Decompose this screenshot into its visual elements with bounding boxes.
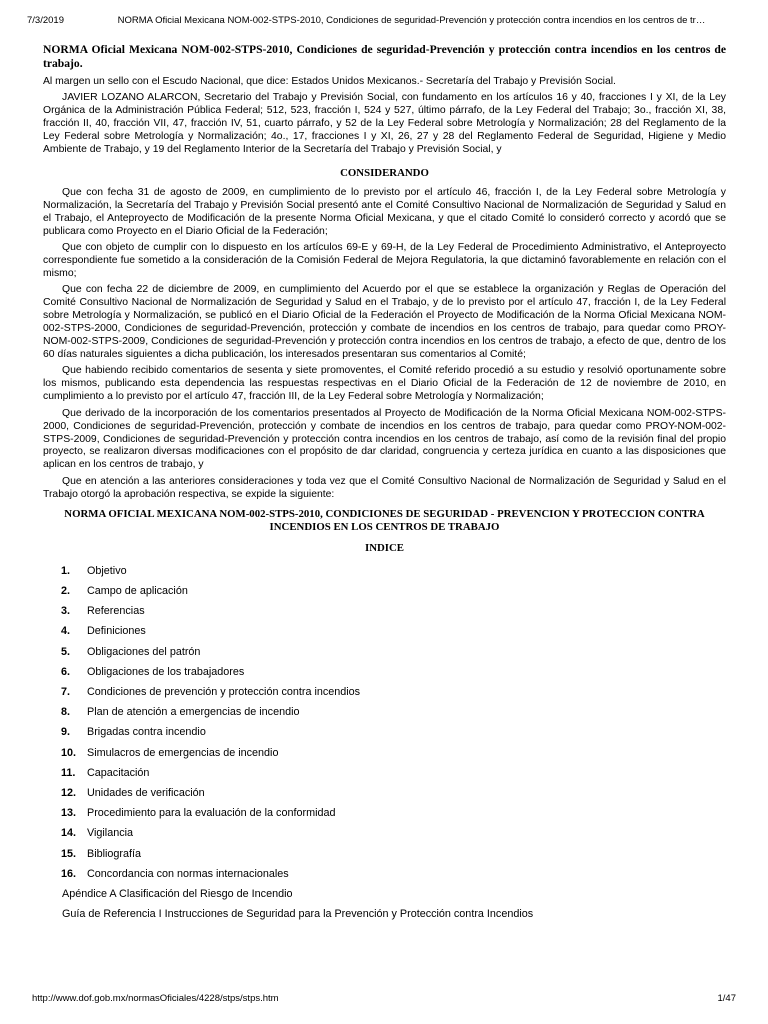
considerando-heading: CONSIDERANDO xyxy=(340,166,429,179)
index-item xyxy=(43,662,726,682)
print-url[interactable]: http://www.dof.gob.mx/normasOficiales/4228/stps/stps.htm xyxy=(32,993,279,1004)
index-item xyxy=(43,682,726,702)
index-item-number: 9. xyxy=(61,726,71,739)
index-item-label: Capacitación xyxy=(87,766,150,779)
index-item-label: Objetivo xyxy=(87,564,127,577)
considerando-paragraph: Que habiendo recibido comentarios de sesenta y siete promoventes, el Comité referido procedió a su estudio y resolvió oportunamente sobre los mismos, publicando esta dependencia las respuestas respectivas en el Diario Oficial de la Federación de 12 de noviembre de 2010, en cumplimiento a lo previsto por el artículo 47, fracción III, de la Ley Federal sobre Metrología y Normalización; xyxy=(43,365,726,403)
index-item xyxy=(43,783,726,803)
index-item xyxy=(43,581,726,601)
index-item-label: Vigilancia xyxy=(87,827,134,840)
index-item-label: Plan de atención a emergencias de incendio xyxy=(87,706,300,719)
index-item xyxy=(43,844,726,864)
index-item-number: 1. xyxy=(61,564,71,577)
page-number: 1/47 xyxy=(717,993,736,1004)
print-page-title: NORMA Oficial Mexicana NOM-002-STPS-2010, Condiciones de seguridad-Prevención y protección contra incendios en los centros de tr… xyxy=(117,15,706,26)
index-list xyxy=(43,561,726,884)
index-item-label: Concordancia con normas internacionales xyxy=(87,867,289,880)
index-item-label: Obligaciones del patrón xyxy=(87,645,201,658)
index-item-number: 11. xyxy=(61,766,76,779)
index-item xyxy=(43,864,726,884)
index-item xyxy=(43,602,726,622)
index-item-number: 8. xyxy=(61,706,71,719)
index-item xyxy=(43,743,726,763)
document-body xyxy=(43,43,726,925)
index-item xyxy=(43,703,726,723)
print-date: 7/3/2019 xyxy=(27,15,64,26)
index-item-number: 4. xyxy=(61,625,71,638)
index-item xyxy=(43,763,726,783)
print-header xyxy=(27,15,740,27)
index-item xyxy=(43,622,726,642)
index-item-number: 7. xyxy=(61,686,71,699)
index-item-label: Procedimiento para la evaluación de la conformidad xyxy=(87,807,336,820)
index-item-number: 16. xyxy=(61,867,77,880)
considerando-paragraph: Que con objeto de cumplir con lo dispuesto en los artículos 69-E y 69-H, de la Ley Federal de Procedimiento Administrativo, el Anteproyecto correspondiente fue sometido a la consideración de la Comisión Federal de Mejora Regulatoria, la que dictaminó favorablemente en relación con el mismo; xyxy=(43,242,726,279)
index-item-label: Campo de aplicación xyxy=(87,585,188,598)
intro-paragraph: JAVIER LOZANO ALARCON, Secretario del Trabajo y Previsión Social, con fundamento en los artículos 16 y 40, fracciones I y XI, de la Ley Orgánica de la Administración Pública Federal; 512, 523, fracción I, 524 y 527, último párrafo, de la Ley Federal del Trabajo; 3o., fracción XI, 38, fracción II, 40, fracción VII, 47, fracción IV, 51, cuarto párrafo, y 52 de la Ley Federal sobre Metrología y Normalización; 28 del Reglamento de la Ley Federal sobre Metrología y Normalización; 4o., 17, fracciones I y XI, 26, 27 y 28 del Reglamento Federal de Seguridad, Higiene y Medio Ambiente de Trabajo, y 19 del Reglamento Interior de la Secretaría del Trabajo y Previsión Social, y xyxy=(43,92,726,155)
index-item-label: Obligaciones de los trabajadores xyxy=(87,665,245,678)
index-item xyxy=(43,824,726,844)
index-item xyxy=(43,561,726,581)
index-item-number: 2. xyxy=(61,585,71,598)
index-item-number: 3. xyxy=(61,605,71,618)
appendix-item: Guía de Referencia I Instrucciones de Seguridad para la Prevención y Protección contra Incendios xyxy=(62,908,534,921)
index-item-label: Condiciones de prevención y protección contra incendios xyxy=(87,686,361,699)
document-title: NORMA Oficial Mexicana NOM-002-STPS-2010, Condiciones de seguridad-Prevención y protección contra incendios en los centros de trabajo. xyxy=(43,43,726,70)
index-item-number: 5. xyxy=(61,645,71,658)
print-footer xyxy=(32,993,736,1005)
index-item xyxy=(43,723,726,743)
margin-note: Al margen un sello con el Escudo Nacional, que dice: Estados Unidos Mexicanos.- Secretaría del Trabajo y Previsión Social. xyxy=(43,75,616,87)
considerando-paragraph: Que con fecha 31 de agosto de 2009, en cumplimiento de lo previsto por el artículo 46, fracción I, de la Ley Federal sobre Metrología y Normalización, la Secretaría del Trabajo y Previsión Social presentó ante el Comité Consultivo Nacional de Normalización de Seguridad y Salud en el Trabajo, el Anteproyecto de Modificación de la presente Norma Oficial Mexicana, y que el citado Comité lo consideró correcto y acordó que se publicara como Proyecto en el Diario Oficial de la Federación; xyxy=(43,186,726,237)
index-heading: INDICE xyxy=(365,542,404,555)
index-item-number: 10. xyxy=(61,746,77,759)
index-item-label: Simulacros de emergencias de incendio xyxy=(87,746,279,759)
index-item-label: Bibliografía xyxy=(87,847,142,860)
index-item-label: Brigadas contra incendio xyxy=(87,726,206,739)
index-item-number: 14. xyxy=(61,827,77,840)
index-item-label: Unidades de verificación xyxy=(87,786,205,799)
index-item-number: 15. xyxy=(61,847,77,860)
index-item xyxy=(43,804,726,824)
norm-heading: NORMA OFICIAL MEXICANA NOM-002-STPS-2010, CONDICIONES DE SEGURIDAD - PREVENCION Y PROTECCION CONTRA INCENDIOS EN LOS CENTROS DE TRABAJO xyxy=(64,507,705,533)
index-item-number: 6. xyxy=(61,665,71,678)
index-item-number: 13. xyxy=(61,807,77,820)
appendix-item: Apéndice A Clasificación del Riesgo de Incendio xyxy=(62,888,293,901)
index-item-label: Definiciones xyxy=(87,625,146,638)
index-item xyxy=(43,642,726,662)
considerando-paragraph: Que en atención a las anteriores consideraciones y toda vez que el Comité Consultivo Nacional de Normalización de Seguridad y Salud en el Trabajo otorgó la aprobación respectiva, se expide la siguiente: xyxy=(43,475,726,500)
index-item-number: 12. xyxy=(61,786,77,799)
considerando-paragraph: Que derivado de la incorporación de los comentarios presentados al Proyecto de Modificación de la Norma Oficial Mexicana NOM-002-STPS-2000, Condiciones de seguridad-Prevención, protección y combate de incendios en los centros de trabajo, para quedar como PROY-NOM-002-STPS-2009, Condiciones de seguridad-Prevención y protección contra incendios en los centros de trabajo, así como de la revisión final del propio proyecto, se realizaron diversas modificaciones con el propósito de dar claridad, congruencia y certeza jurídica en cuanto a las disposiciones que aplican en los centros de trabajo, y xyxy=(43,407,726,471)
considerando-paragraph: Que con fecha 22 de diciembre de 2009, en cumplimiento del Acuerdo por el que se establece la organización y Reglas de Operación del Comité Consultivo Nacional de Normalización de Seguridad y Salud en el Trabajo, y de lo previsto por el artículo 47, fracción I, de la Ley Federal sobre Metrología y Normalización, se publicó en el Diario Oficial de la Federación el Proyecto de Modificación de la Norma Oficial Mexicana NOM-002-STPS-2000, Condiciones de seguridad-Prevención, protección y combate de incendios en los centros de trabajo, para quedar como PROY-NOM-002-STPS-2009, Condiciones de seguridad-Prevención y protección contra incendios en los centros de trabajo, a efecto de que, dentro de los 60 días naturales siguientes a dicha publicación, los interesados presentaran sus comentarios al Comité; xyxy=(43,284,726,360)
index-item-label: Referencias xyxy=(87,605,145,618)
